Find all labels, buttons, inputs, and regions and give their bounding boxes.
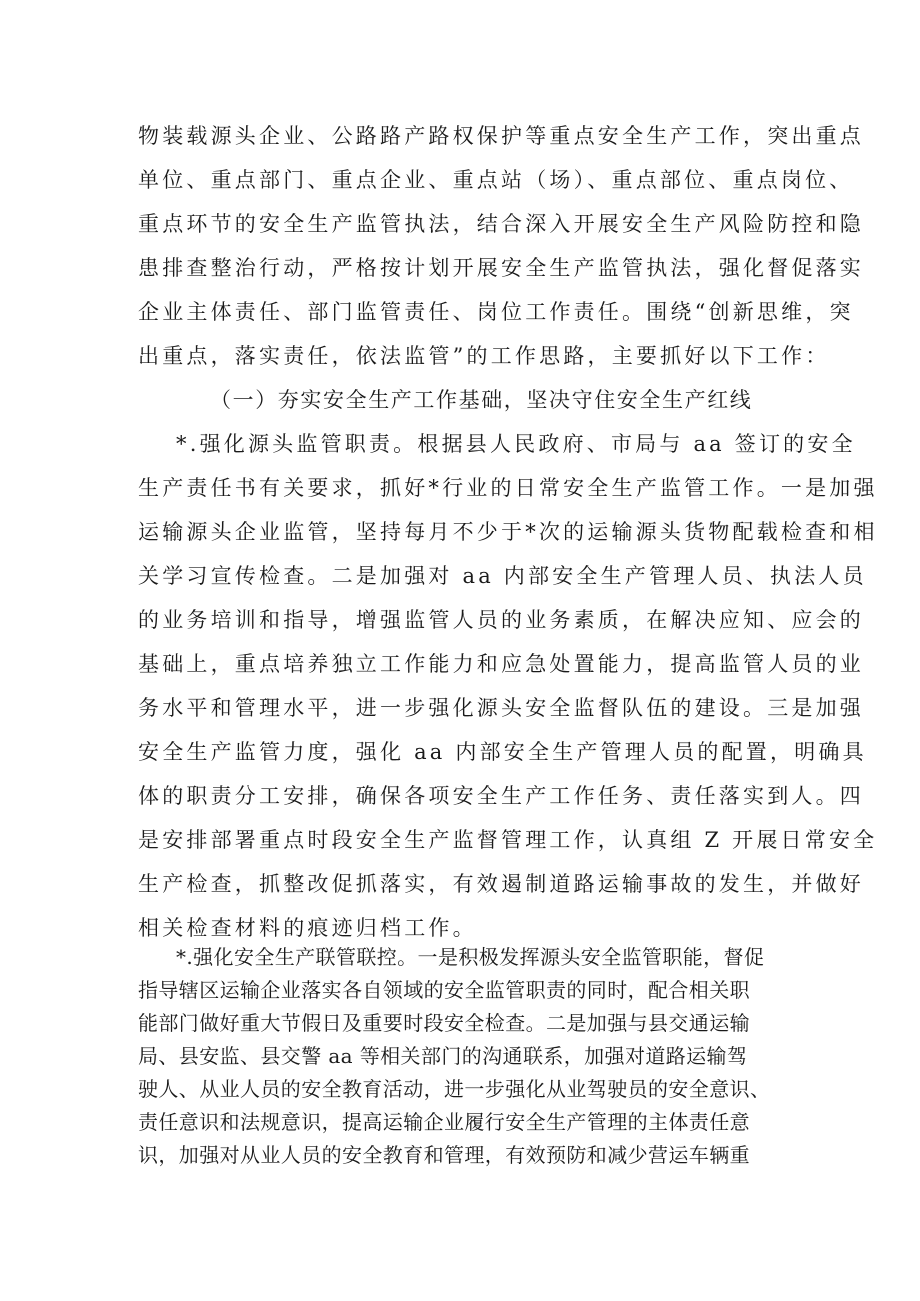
text-line: 单位、重点部门、重点企业、重点站（场）、重点部位、重点岗位、 <box>138 168 854 192</box>
text-line: 是安排部署重点时段安全生产监督管理工作，认真组 Z 开展日常安全 <box>138 828 878 852</box>
text-line: 指导辖区运输企业落实各自领域的安全监管职责的同时，配合相关职 <box>138 978 750 1002</box>
text-line: 局、县安监、县交警 aa 等相关部门的沟通联系，加强对道路运输驾 <box>138 1044 748 1068</box>
text-line: 能部门做好重大节假日及重要时段安全检查。二是加强与县交通运输 <box>138 1011 750 1035</box>
text-line: 基础上，重点培养独立工作能力和应急处置能力，提高监管人员的业 <box>138 652 864 676</box>
text-line: 责任意识和法规意识，提高运输企业履行安全生产管理的主体责任意 <box>138 1110 750 1134</box>
text-line: 物装载源头企业、公路路产路权保护等重点安全生产工作，突出重点 <box>138 124 864 148</box>
text-line: 体的职责分工安排，确保各项安全生产工作任务、责任落实到人。四 <box>138 784 864 808</box>
paragraph-first-line: *.强化源头监管职责。根据县人民政府、市局与 aa 签订的安全 <box>176 432 856 456</box>
text-line: 驶人、从业人员的安全教育活动，进一步强化从业驾驶员的安全意识、 <box>138 1077 771 1101</box>
section-two <box>138 941 794 1172</box>
text-line: 生产责任书有关要求，抓好*行业的日常安全生产监管工作。一是加强 <box>138 476 878 500</box>
text-line: 生产检查，抓整改促抓落实，有效遏制道路运输事故的发生，并做好 <box>138 872 864 896</box>
text-line: 重点环节的安全生产监管执法，结合深入开展安全生产风险防控和隐 <box>138 212 864 236</box>
text-line: 的业务培训和指导，增强监管人员的业务素质，在解决应知、应会的 <box>138 608 864 632</box>
text-line: 出重点，落实责任，依法监管”的工作思路，主要抓好以下工作： <box>138 344 830 368</box>
section-heading: （一）夯实安全生产工作基础，坚决守住安全生产红线 <box>210 388 753 412</box>
text-line: 患排查整治行动，严格按计划开展安全生产监管执法，强化督促落实 <box>138 256 864 280</box>
text-line: 识，加强对从业人员的安全教育和管理，有效预防和减少营运车辆重 <box>138 1143 750 1167</box>
text-line: 安全生产监管力度，强化 aa 内部安全生产管理人员的配置，明确具 <box>138 740 867 764</box>
text-line: 运输源头企业监管，坚持每月不少于*次的运输源头货物配载检查和相 <box>138 520 878 544</box>
text-line: 务水平和管理水平，进一步强化源头安全监督队伍的建设。三是加强 <box>138 696 864 720</box>
text-line: 关学习宣传检查。二是加强对 aa 内部安全生产管理人员、执法人员 <box>138 564 867 588</box>
paragraph-first-line: *.强化安全生产联管联控。一是积极发挥源头安全监管职能，督促 <box>176 945 765 969</box>
text-line: 企业主体责任、部门监管责任、岗位工作责任。围绕“创新思维，突 <box>138 300 854 324</box>
text-line: 相关检查材料的痕迹归档工作。 <box>138 916 477 940</box>
section-one <box>138 114 878 950</box>
